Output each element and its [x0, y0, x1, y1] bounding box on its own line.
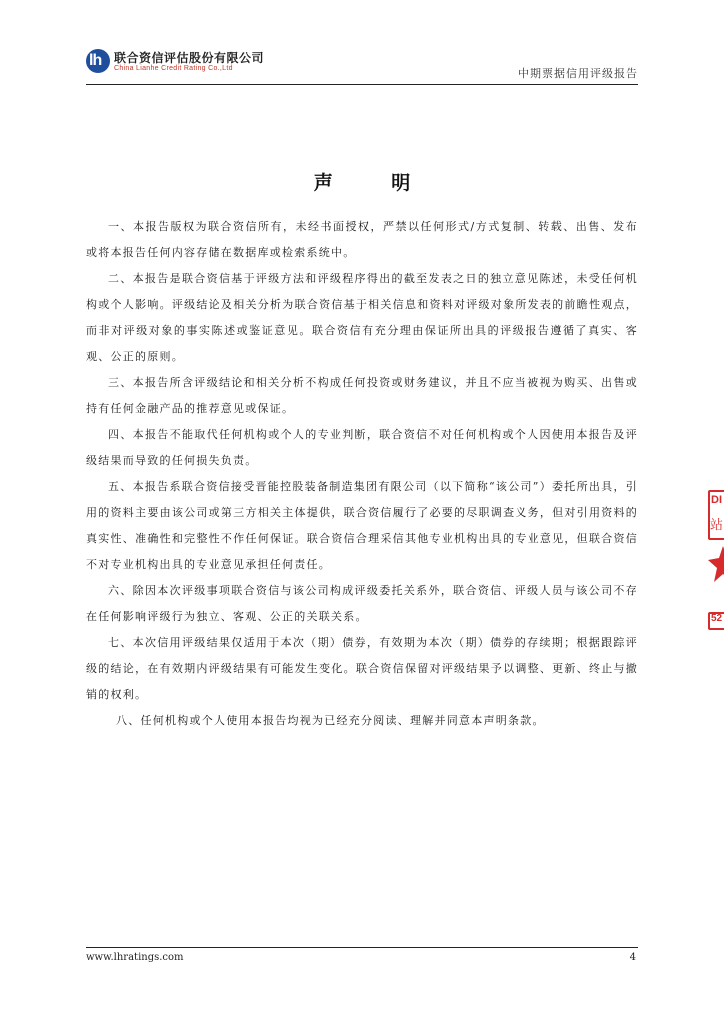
statement-paragraph-1: 一、本报告版权为联合资信所有，未经书面授权，严禁以任何形式/方式复制、转载、出售、发布或将本报告任何内容存储在数据库或检索系统中。	[86, 220, 638, 259]
statement-paragraph-6: 六、除因本次评级事项联合资信与该公司构成评级委托关系外，联合资信、评级人员与该公司不存在任何影响评级行为独立、客观、公正的关联关系。	[86, 584, 638, 623]
star-icon	[708, 544, 724, 584]
report-type-label: 中期票据信用评级报告	[518, 67, 638, 80]
statement-paragraph-3: 三、本报告所含评级结论和相关分析不构成任何投资或财务建议，并且不应当被视为购买、出售或持有任何金融产品的推荐意见或保证。	[86, 376, 638, 415]
page-number: 4	[629, 952, 636, 963]
statement-paragraph-7: 七、本次信用评级结果仅适用于本次（期）债券，有效期为本次（期）债券的存续期；根据跟踪评级的结论，在有效期内评级结果有可能发生变化。联合资信保留对评级结果予以调整、更新、终止与撤销的权利。	[86, 636, 638, 701]
footer-divider	[86, 947, 638, 948]
company-name-en: China Lianhe Credit Rating Co.,Ltd	[114, 65, 233, 72]
company-name-cn: 联合资信评估股份有限公司	[114, 51, 265, 65]
statement-body	[86, 214, 638, 734]
statement-paragraph-5: 五、本报告系联合资信接受晋能控股装备制造集团有限公司（以下简称“该公司”）委托所出具，引用的资料主要由该公司或第三方相关主体提供，联合资信履行了必要的尽职调查义务，但对引用资料的真实性、准确性和完整性不作任何保证。联合资信合理采信其他专业机构出具的专业意见，但联合资信不对专业机构出具的专业意见承担任何责任。	[86, 480, 638, 571]
statement-paragraph-8: 八、任何机构或个人使用本报告均视为已经充分阅读、理解并同意本声明条款。	[116, 714, 545, 727]
header-divider	[86, 84, 638, 85]
lianhe-logo-icon	[86, 49, 110, 73]
statement-paragraph-2: 二、本报告是联合资信基于评级方法和评级程序得出的截至发表之日的独立意见陈述，未受任何机构或个人影响。评级结论及相关分析为联合资信基于相关信息和资料对评级对象所发表的前瞻性观点，而非对评级对象的事实陈述或鉴证意见。联合资信有充分理由保证所出具的评级报告遵循了真实、客观、公正的原则。	[86, 272, 638, 363]
page-header	[86, 46, 638, 84]
footer-website-link[interactable]: www.lhratings.com	[86, 952, 184, 963]
stamp-text-top: DI	[711, 494, 722, 506]
statement-paragraph-4: 四、本报告不能取代任何机构或个人的专业判断，联合资信不对任何机构或个人因使用本报告及评级结果而导致的任何损失负责。	[86, 428, 638, 467]
logo-mark-text: lh	[89, 52, 102, 69]
side-stamp	[708, 490, 724, 630]
stamp-text-bottom: 52	[711, 613, 723, 624]
page-title: 声 明	[313, 172, 437, 194]
stamp-text-mid: 站	[710, 518, 724, 533]
